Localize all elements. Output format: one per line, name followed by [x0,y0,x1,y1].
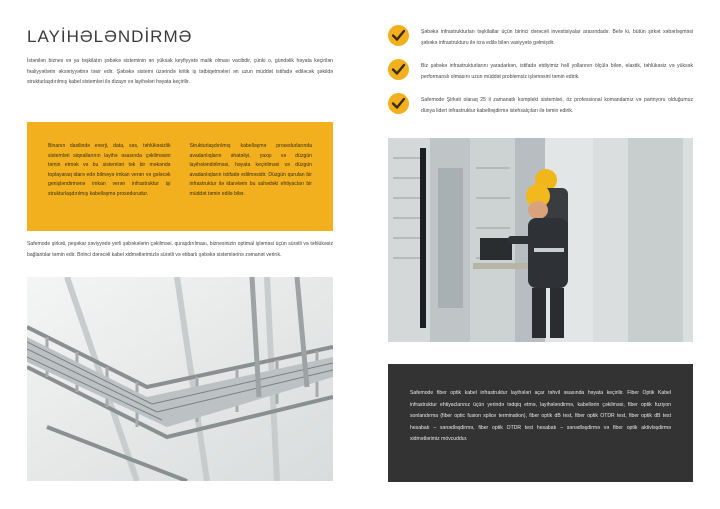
feature-list [388,25,693,127]
yellow-info-box [27,122,333,231]
safemode-paragraph: Safemode şirkəti, peşəkar səviyyədə yerli şəbəkələrin çəkilməsi, quraşdırılması, biznesinizin optimal işləməsi üçün sürətli və təhlükəsiz bağlantılar təmin edir. Birinci dərəcəli kabel xidmətlərimizlə sürətli və etibarlı şəbəkə sistemlərinə zəmanət verirık. [27,241,333,258]
checkmark-icon [388,25,409,46]
fiber-optic-text: Safemode fiber optik kabel infrastruktur layihələri açar təhvil əsasında həyata keçirilir. Fiber Optik Kabel infrastruktur ehtiyaclarınız üçün yerində tədqiq etmə, layihələndirmə, kabellərin çəkilməsi, fiber optik fuziyon sonlandırma (fiber optic fusion splice termination), fiber optik dB test, fiber optik OTDR test, fiber optik dB test hesabatı – sənədləşdirmə, fiber optik OTDR test hesabatı – sənədləşdirmə və fiber optik aktivləşdirmə xidmətlərimiz mövcuddur. [410,390,671,442]
feature-item [388,93,693,127]
cable-tray-photo [27,277,333,481]
checkmark-icon [388,93,409,114]
feature-text: Şəbəkə infrastrukturları təşkilatlar üçün birinci dərəcəli investisiyalar arasındadır. Belə ki, bütün şirkət xəbərləşməsi şəbəkə infrastrukturu ilə icra edilə bilən vasiyyətə gəlmişdir. [421,29,693,46]
feature-item [388,59,693,93]
yellow-box-right-text: Strukturlaşdırılmış kabelləşmə prosedurlarında avadanlıqların əhatəliyi, yaxşı və düzgün layihələndirilməsi, həyata keçirilməsi və düzgün avadanlıqların istifadə edilməsidir. Düzgün qurulan bir infrastruktur ilə idarələrin bu sahədəki ehtiyacları bir müddət təmin edilə bilər. [189,143,312,197]
feature-item [388,25,693,59]
feature-text: Safemode Şirkəti olaraq 25 il zamanatlı komplekt sistemləri, öz professional komandamız və partnyoru olduğumuz dünya lideri infrastruktur kabelləşdirmə istehsalçıları ilə təmin edirik. [421,97,693,114]
technicians-photo [388,138,693,342]
checkmark-icon [388,59,409,80]
dark-info-box [388,364,693,482]
intro-paragraph: İstənilən biznes və ya təşkilatın şəbəkə sisteminin ən yüksək keyfiyyətə malik olması vacibdir, çünki o, gündəlik həyata keçirilən fəaliyyətlərin əksəriyyətinə təsir edir. Şəbəkə sistemi üzərində kritik iş tətbiqetmələri ən uzun müddət istifadə ediləcək şəkildə strukturlaşdırılmış kabel sistemləri ilə dizayn və layihələri həyata keçirilir. [27,58,333,86]
yellow-box-left-text: Binanın daxilində enerji, data, səs, təhlükəsizlik sistemləri siqnallarının layihə əsasında çəkilməsini təmin etmək və bu sistemləri tək bir məkəndə toplayaraq idarə edə bilməyə imkan verən və gələcək genişləndirmənə imkan verən infrastruktur işi strukturlaşdırılmış kabelləşmə prosedurudur. [48,143,171,197]
page-title: LAYİHƏLƏNDİRMƏ [27,27,193,46]
feature-text: Biz şəbəkə infrastrukturlarını yaradarkən, istifadə etdiyimiz həll yollarının ölçülə bilən, elastik, təhlükəsiz və yüksək performanslı olmasını uzun müddət problemsiz işləməsini təmin edirik. [421,63,693,80]
